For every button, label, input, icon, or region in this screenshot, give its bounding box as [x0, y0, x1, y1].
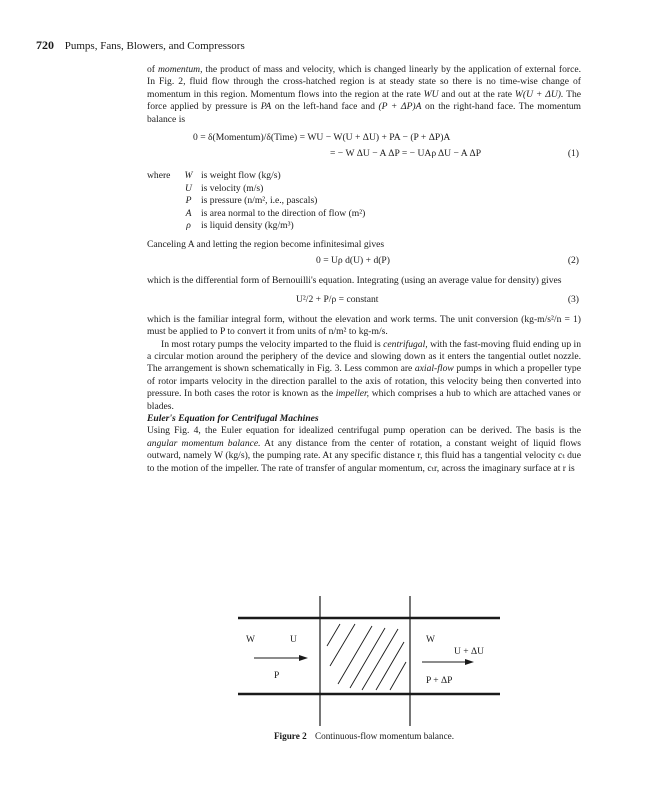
variable-definitions [147, 170, 581, 233]
paragraph-euler [147, 425, 581, 475]
equation-1-first: 0 = δ(Momentum)/δ(Time) = WU − W(U + ΔU) + PA − (P + ΔP)A [193, 132, 451, 144]
equation-1-number: (1) [567, 148, 579, 160]
arrow-out-head [465, 659, 474, 665]
label-w-in: W [246, 635, 255, 645]
text-run: on the right-hand face. The momentum balance is [147, 101, 581, 125]
label-u-in: U [290, 635, 297, 645]
text-run: At any distance from the center of rotation, a constant weight of liquid flows outward, namely W (kg/s), the pumping rate. At any specific distance r, this fluid has a tangential velocity cₜ due to the motion of the impeller. The rate of transfer of angular momentum, cₜr, across the imaginary surface at r is [147, 437, 581, 474]
equation-3-text: U²/2 + P/ρ = constant [296, 293, 379, 305]
definition-text: is area normal to the direction of flow (m²) [201, 207, 366, 219]
label-p-in: P [274, 671, 280, 681]
equation-3-number: (3) [567, 293, 579, 305]
equation-1-second: = − W ΔU − A ΔP = − UAρ ΔU − A ΔP [330, 148, 482, 160]
definition-text: is velocity (m/s) [201, 182, 264, 194]
definition-symbol: W [184, 170, 193, 182]
text-run: Using Fig. 4, the Euler equation for idealized centrifugal pump operation can be derived. The basis is the [147, 425, 581, 437]
caption-label: Figure 2 [273, 731, 307, 741]
running-header [36, 38, 245, 53]
equation-1-line-1 [147, 132, 581, 148]
definition-text: is weight flow (kg/s) [201, 170, 281, 182]
text-run: pumps in which a propeller type of rotor imparts velocity in the direction parallel to the axis of rotation, this velocity being then converted into pressure. In both cases the rotor is known as the [147, 363, 581, 400]
emphasis-angular-momentum: angular momentum balance. [147, 437, 261, 449]
emphasis-impeller: impeller, [335, 388, 370, 400]
label-p-out: P + ΔP [426, 676, 453, 686]
definition-row [147, 220, 581, 233]
emphasis-momentum: momentum, [157, 64, 203, 75]
label-w-out: W [426, 635, 435, 645]
definition-text: is liquid density (kg/m³) [201, 220, 294, 232]
symbol-w-u-du: W(U + ΔU). [514, 88, 564, 100]
emphasis-axial-flow: axial-flow [414, 363, 454, 375]
symbol-pa: PA [260, 101, 272, 113]
equation-2 [147, 255, 581, 271]
definition-symbol: U [185, 182, 192, 194]
equation-1-line-2 [147, 148, 581, 164]
definition-text: is pressure (n/m², i.e., pascals) [201, 195, 318, 207]
label-u-out: U + ΔU [454, 647, 484, 657]
text-run: and out at the rate [438, 88, 515, 100]
running-title: Pumps, Fans, Blowers, and Compressors [64, 40, 245, 52]
equation-2-text: 0 = Uρ d(U) + d(P) [316, 255, 390, 267]
text-run: on the left-hand face and [271, 101, 379, 113]
section-heading: Euler's Equation for Centrifugal Machines [147, 413, 319, 425]
caption-text: Continuous-flow momentum balance. [314, 731, 455, 741]
symbol-wu: WU [423, 88, 439, 100]
equation-2-number: (2) [567, 255, 579, 267]
paragraph-rotary-pumps [147, 339, 581, 413]
cross-hatch [327, 624, 406, 690]
paragraph-integral-form: which is the familiar integral form, without the elevation and work terms. The unit conversion (kg-m/s²/n = 1) must be applied to P to convert it from units of n/m² to kg-m/s. [147, 313, 581, 338]
figure-2 [210, 596, 510, 726]
text-run: In most rotary pumps the velocity imparted to the fluid is [161, 338, 384, 350]
text-run: of [147, 64, 158, 75]
paragraph-momentum [147, 64, 581, 126]
figure-caption [147, 731, 581, 741]
definition-symbol: P [185, 195, 192, 207]
definition-row [147, 183, 581, 196]
arrow-in-head [299, 655, 308, 661]
text-run: the product of mass and velocity, which is changed linearly by the application of external force. In Fig. 2, fluid flow through the cross-hatched region is at steady state so there is no time-wise change of momentum in this region. Momentum flows into the region at the rate [147, 64, 581, 100]
flow-diagram [210, 596, 510, 726]
page-number: 720 [36, 38, 54, 52]
body-text [147, 64, 581, 475]
symbol-p-dp-a: (P + ΔP)A [378, 101, 422, 113]
definition-row [147, 195, 581, 208]
definition-row [147, 170, 581, 183]
emphasis-centrifugal: centrifugal, [383, 338, 428, 350]
definition-row [147, 208, 581, 221]
definition-symbol: A [185, 207, 192, 219]
where-label: where [147, 170, 171, 182]
text-run: which comprises a hub to which are attached vanes or blades. [147, 388, 581, 412]
paragraph-canceling: Canceling A and letting the region become infinitesimal gives [147, 239, 385, 250]
text-run: The force applied by pressure is [147, 88, 582, 113]
paragraph-bernoulli: which is the differential form of Bernouilli's equation. Integrating (using an average value for density) gives [147, 275, 562, 287]
text-run: with the fast-moving fluid ending up in a circular motion around the periphery of the device and slowing down as it enters the tangential outlet nozzle. The arrangement is shown schematically in Fig. 3. Less common are [147, 338, 581, 375]
definition-symbol: ρ [186, 220, 191, 232]
equation-3 [147, 294, 581, 310]
